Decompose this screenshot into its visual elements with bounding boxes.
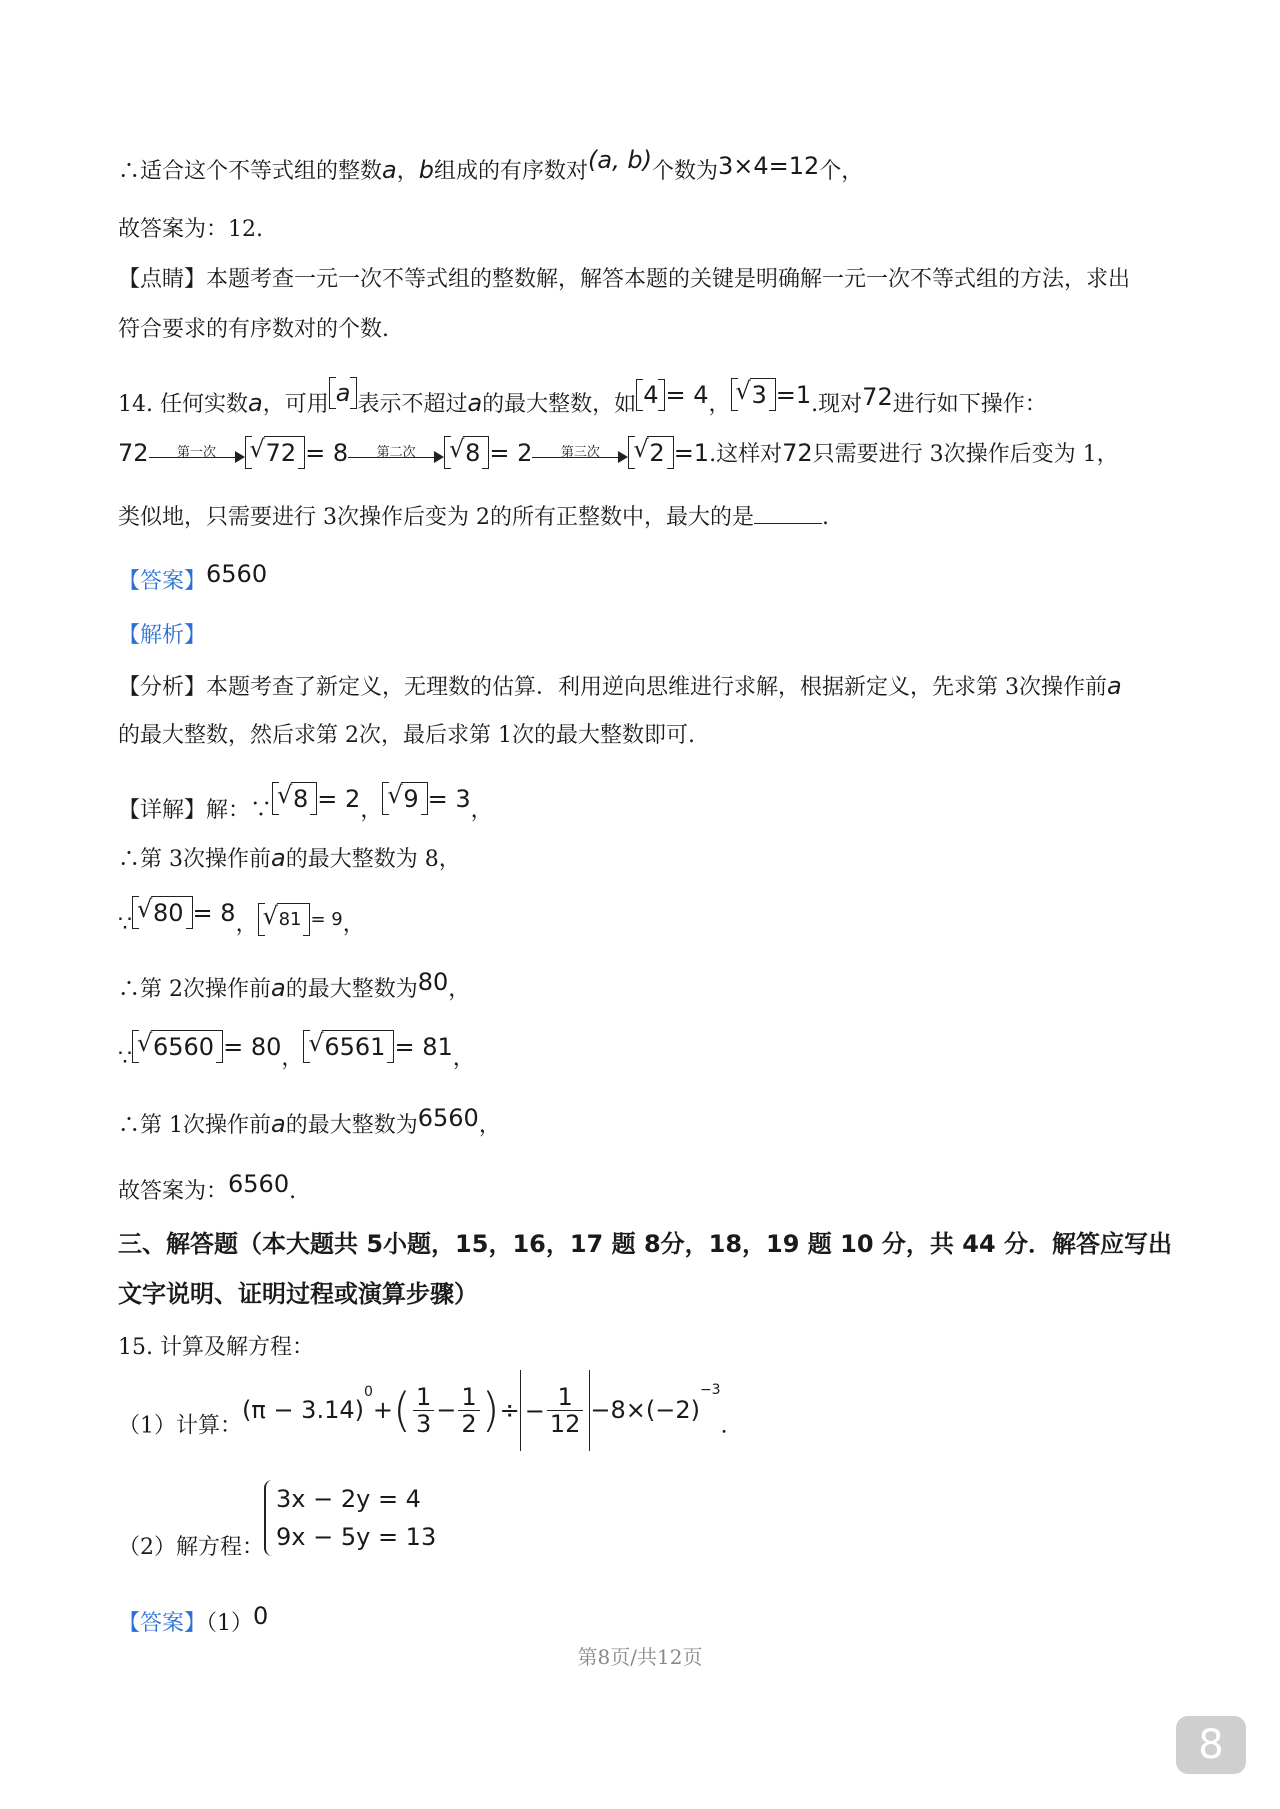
step-line-3: ∴第 2次操作前a的最大整数为80，: [118, 968, 471, 1002]
floor-bracket: [303, 1030, 394, 1063]
fenxi-line-2: 的最大整数，然后求第 2次，最后求第 1次的最大整数即可.: [118, 723, 695, 748]
operation-chain: 72 第一次 √ 72 = 8 第二次 √ 8 = 2 第三次 √ 2 =1.这样对72只需要进行 3次操作后变为 1，: [118, 436, 1119, 471]
fraction: $\frac{1}{12}$: [547, 1384, 584, 1437]
sqrt-symbol: √ 81: [277, 903, 304, 936]
section-3-heading-2: 文字说明、证明过程或演算步骤）: [118, 1280, 478, 1308]
page-footer: 第8页/共12页: [577, 1645, 703, 1669]
answer-blank: [754, 523, 822, 524]
question-14-line-3: 类似地，只需要进行 3次操作后变为 2的所有正整数中，最大的是 .: [118, 505, 829, 530]
answer-15-line: 【答案】（1）0: [118, 1602, 269, 1636]
jiexi-label: 【解析】: [118, 623, 207, 648]
floor-bracket: [132, 1030, 223, 1063]
question-15-part-2: （2）解方程： 3x − 2y = 4 9x − 5y = 13: [118, 1480, 436, 1556]
floor-bracket: [444, 436, 489, 469]
step-line-4: ∵√ 6560 = 80，√ 6561 = 81，: [118, 1040, 475, 1075]
floor-bracket: [258, 903, 311, 936]
sqrt-symbol: √ 8: [291, 782, 310, 815]
fenxi-line-1: 【分析】本题考查了新定义，无理数的估算．利用逆向思维进行求解，根据新定义，先求第 3次操作前a: [118, 672, 1122, 700]
final-answer-6560: 故答案为：6560.: [118, 1170, 297, 1204]
answer-label: 【答案】: [118, 1611, 207, 1636]
sqrt-symbol: √ 3: [750, 378, 769, 411]
floor-bracket: [628, 436, 673, 469]
answer-line-count: ∴适合这个不等式组的整数a，b组成的有序数对(a, b)个数为3×4=12个，: [118, 146, 864, 184]
arrow-step-3: 第三次: [532, 443, 628, 467]
answer-line: [118, 560, 268, 598]
floor-bracket: 4: [636, 379, 665, 411]
floor-bracket: [731, 378, 776, 411]
answer-label: 【答案】: [118, 569, 207, 594]
sqrt-symbol: √ 8: [463, 436, 482, 469]
sqrt-symbol: √ 2: [647, 436, 666, 469]
absolute-value: − $\frac{1}{12}$: [520, 1370, 591, 1451]
section-3-heading-1: 三、解答题（本大题共 5小题，15，16，17 题 8分，18，19 题 10 分，共 44 分．解答应写出: [118, 1230, 1173, 1258]
question-15-part-1: （1）计算：$(\pi - 3.14)^0+$( $\frac{1}{3}$ − $\frac{1}{2}$ )÷ − $\frac{1}{12}$ $-8\times(-2)^{-3}$.: [118, 1380, 728, 1467]
xiangjie-line: 【详解】解：∵√ 8 = 2，√ 9 = 3，: [118, 792, 493, 827]
sqrt-symbol: √ 72: [264, 436, 299, 469]
floor-bracket: [272, 782, 317, 815]
final-answer-12: 故答案为：12.: [118, 217, 263, 242]
step-line-2: ∵√ 80 = 8，√ 81 $^{= 9}$，: [118, 906, 365, 942]
question-14-line-1: 14. 任何实数a，可用 a 表示不超过a的最大整数，如 4 = 4，√ 3 =1.现对72进行如下操作：: [118, 386, 1047, 421]
floor-bracket: [382, 782, 427, 815]
sqrt-symbol: √ 9: [401, 782, 420, 815]
question-15-title: 15. 计算及解方程：: [118, 1335, 314, 1360]
arrow-step-2: 第二次: [348, 443, 444, 467]
dianjing-line-1: 【点睛】本题考查一元一次不等式组的整数解，解答本题的关键是明确解一元一次不等式组的方法，求出: [118, 267, 1131, 292]
page-number-badge[interactable]: 8: [1176, 1716, 1246, 1774]
sqrt-symbol: √ 6560: [151, 1030, 216, 1063]
sqrt-symbol: √ 80: [151, 896, 186, 929]
dianjing-line-2: 符合要求的有序数对的个数.: [118, 317, 389, 342]
floor-bracket: [245, 436, 306, 469]
arrow-step-1: 第一次: [149, 443, 245, 467]
fraction: $\frac{1}{3}$: [413, 1384, 434, 1437]
step-line-5: ∴第 1次操作前a的最大整数为6560，: [118, 1104, 501, 1138]
floor-bracket: [132, 896, 193, 929]
sqrt-symbol: √ 6561: [322, 1030, 387, 1063]
answer-value: 6560: [206, 560, 268, 588]
floor-bracket: a: [329, 377, 358, 409]
equation-system: 3x − 2y = 4 9x − 5y = 13: [264, 1480, 436, 1556]
fraction: $\frac{1}{2}$: [458, 1384, 479, 1437]
step-line-1: ∴第 3次操作前a的最大整数为 8，: [118, 844, 461, 872]
